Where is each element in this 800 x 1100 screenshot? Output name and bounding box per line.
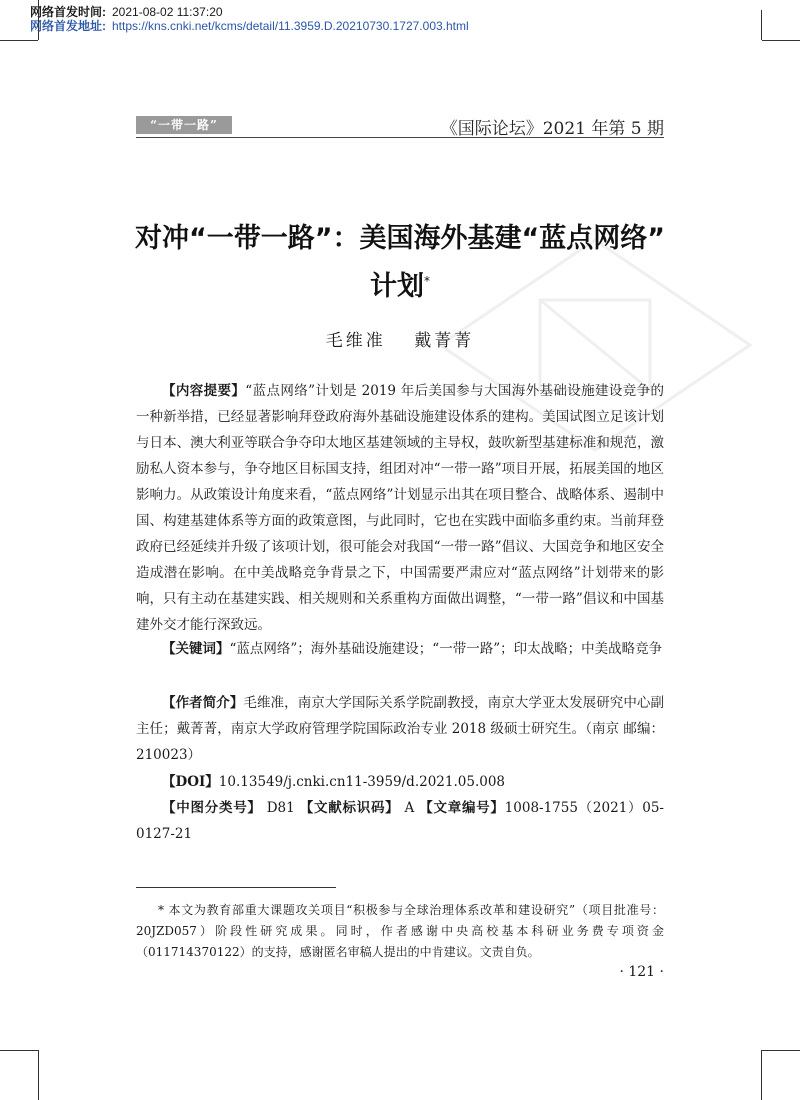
footnote-text: 本文为教育部重大课题攻关项目“积极参与全球治理体系改革和建设研究”（项目批准号：20JZD057）阶段性研究成果。同时，作者感谢中央高校基本科研业务费专项资金（011714370122）的支持，感谢匿名审稿人提出的中肯建议。文责自负。 (136, 903, 664, 959)
footnote-mark: * (158, 903, 164, 917)
crop-mark (761, 10, 762, 40)
page-number: · 121 · (619, 964, 664, 980)
author-name: 戴菁菁 (414, 331, 475, 351)
title-line-2 (110, 260, 690, 308)
section-tag: “一带一路” (136, 116, 232, 134)
author-list (0, 326, 800, 351)
keywords-label: 【关键词】 (162, 641, 230, 657)
journal-issue: 《国际论坛》2021 年第 5 期 (440, 119, 664, 139)
title-footnote-mark[interactable]: * (424, 274, 430, 288)
keywords (136, 636, 664, 662)
author-info (136, 690, 664, 768)
doi-label: 【DOI】 (162, 774, 219, 790)
footnote-divider (136, 887, 336, 888)
crop-mark (762, 1050, 800, 1051)
doc-code-value: A (404, 800, 415, 816)
crop-mark (0, 1050, 38, 1051)
classification (136, 795, 664, 847)
crop-mark (0, 40, 38, 41)
title-line-1: 对冲“一带一路”：美国海外基建“蓝点网络” (135, 223, 665, 254)
author-info-label: 【作者简介】 (162, 695, 244, 711)
crop-mark (38, 1050, 39, 1100)
author-name: 毛维准 (325, 331, 386, 351)
abstract-text: “蓝点网络”计划是 2019 年后美国参与大国海外基础设施建设竞争的一种新举措，已经显著影响拜登政府海外基础设施建设体系的建构。美国试图立足该计划与日本、澳大利亚等联合争夺印太地区基建领域的主导权，鼓吹新型基建标准和规范，激励私人资本参与，争夺地区目标国支持，组团对冲“一带一路”项目开展，拓展美国的地区影响力。从政策设计角度来看，“蓝点网络”计划显示出其在项目整合、战略体系、遏制中国、构建基建体系等方面的政策意图，与此同时，它也在实践中面临多重约束。当前拜登政府已经延续并升级了该项计划，很可能会对我国“一带一路”倡议、大国竞争和地区安全造成潜在影响。在中美战略竞争背景之下，中国需要严肃应对“蓝点网络”计划带来的影响，只有主动在基建实践、相关规则和关系重构方面做出调整，“一带一路”倡议和中国基建外交才能行深致远。 (136, 383, 665, 633)
first-publication-label: 网络首发时间: (30, 5, 106, 19)
article-title (110, 218, 690, 308)
article-number-label: 【文章编号】 (419, 800, 505, 816)
abstract-label: 【内容提要】 (162, 383, 246, 399)
publication-url-link[interactable]: https://kns.cnki.net/kcms/detail/11.3959.D.20210730.1727.003.html (112, 19, 469, 33)
publication-url-label: 网络首发地址: (30, 19, 106, 33)
article-number-value: 1008-1755（2021）05-0127-21 (136, 800, 664, 842)
crop-mark (762, 40, 800, 41)
crop-mark (38, 0, 39, 40)
keywords-text: “蓝点网络”；海外基础设施建设；“一带一路”；印太战略；中美战略竞争 (229, 641, 663, 657)
doi (136, 769, 664, 795)
first-publication-time: 2021-08-02 11:37:20 (112, 5, 223, 19)
title-line-2-text: 计划 (370, 271, 424, 302)
crop-mark (761, 1050, 762, 1100)
author-info-text: 毛维准，南京大学国际关系学院副教授，南京大学亚太发展研究中心副主任；戴菁菁，南京大学政府管理学院国际政治专业 2018 级硕士研究生。（南京 邮编：210023） (136, 695, 665, 763)
abstract (136, 378, 664, 638)
publication-url-row (30, 17, 469, 34)
header-divider (136, 137, 664, 138)
footnote (136, 900, 664, 963)
class-label: 【中图分类号】 (162, 800, 262, 816)
doc-code-label: 【文献标识码】 (299, 800, 400, 816)
doi-value[interactable]: 10.13549/j.cnki.cn11-3959/d.2021.05.008 (218, 774, 505, 790)
class-value: D81 (266, 800, 295, 816)
